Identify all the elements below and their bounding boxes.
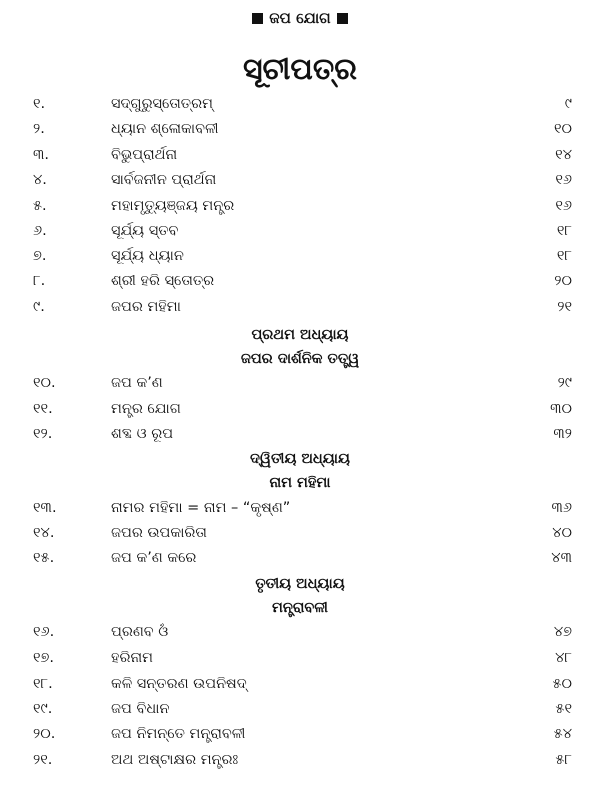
toc-entry bbox=[0, 748, 600, 772]
entry-number: ୨. bbox=[33, 121, 45, 137]
entry-page: ୪୦ bbox=[552, 525, 572, 541]
square-bullet-icon bbox=[337, 13, 348, 24]
page-title: ସୂଚୀପତ୍ର bbox=[243, 52, 357, 87]
entry-number: ୩. bbox=[33, 147, 50, 163]
header-text: ଜପ ଯୋଗ bbox=[269, 9, 331, 27]
entry-page: ୧୬ bbox=[555, 172, 572, 188]
toc-entry bbox=[0, 722, 600, 746]
entry-page: ୫୪ bbox=[553, 726, 572, 742]
chapter-subtitle: ଜପର ଦାର୍ଶନିକ ତତ୍ତ୍ୱ bbox=[240, 351, 360, 367]
entry-number: ୧୫. bbox=[33, 550, 55, 566]
entry-number: ୮. bbox=[33, 273, 46, 289]
toc-entry bbox=[0, 620, 600, 644]
entry-page: ୩୦ bbox=[550, 401, 572, 417]
entry-title: ଜପର ମହିମା bbox=[111, 299, 181, 315]
entry-number: ୧୩. bbox=[33, 500, 57, 516]
toc-entry bbox=[0, 194, 600, 218]
entry-page: ୪୭ bbox=[553, 624, 572, 640]
toc-entry bbox=[0, 92, 600, 116]
toc-entry bbox=[0, 646, 600, 670]
entry-number: ୧୦. bbox=[33, 375, 56, 391]
toc-entry bbox=[0, 672, 600, 696]
entry-title: ଜପ କ’ଣ କରେ bbox=[111, 550, 197, 566]
entry-page: ୧୦ bbox=[553, 121, 572, 137]
entry-page: ୨୧ bbox=[557, 299, 572, 315]
entry-number: ୪. bbox=[33, 172, 47, 188]
entry-title: ଧ୍ୟାନ ଶ୍ଳୋକାବଳୀ bbox=[111, 121, 219, 137]
chapter-subtitle: ମନ୍ତ୍ରାବଳୀ bbox=[272, 600, 328, 616]
entry-number: ୫. bbox=[33, 198, 47, 214]
entry-page: ୧୮ bbox=[556, 223, 572, 239]
entry-number: ୧୧. bbox=[33, 401, 53, 417]
entry-number: ୨୧. bbox=[33, 752, 53, 768]
toc-entry bbox=[0, 422, 600, 446]
entry-page: ୧୮ bbox=[556, 248, 572, 264]
toc-entry bbox=[0, 546, 600, 570]
entry-number: ୧. bbox=[33, 96, 46, 112]
entry-title: ଜପ କ’ଣ bbox=[111, 375, 163, 391]
entry-page: ୧୬ bbox=[555, 198, 572, 214]
entry-title: ସୂର୍ଯ୍ୟ ସ୍ତବ bbox=[111, 223, 179, 239]
entry-title: ବିଭୁପ୍ରାର୍ଥନା bbox=[111, 147, 178, 163]
entry-title: ମହାମୃତ୍ୟୁଞ୍ଜୟ ମନ୍ତ୍ର bbox=[111, 198, 235, 214]
entry-number: ୧୯. bbox=[33, 701, 53, 717]
entry-number: ୧୮. bbox=[33, 676, 53, 692]
entry-number: ୨୦. bbox=[33, 726, 56, 742]
entry-number: ୧୪. bbox=[33, 525, 55, 541]
toc-entry bbox=[0, 697, 600, 721]
entry-title: ହରିନାମ bbox=[111, 650, 153, 666]
chapter-heading: ଦ୍ୱିତୀୟ ଅଧ୍ୟାୟ bbox=[250, 451, 350, 467]
entry-number: ୭. bbox=[33, 248, 47, 264]
entry-title: ଜପ ବିଧାନ bbox=[111, 701, 170, 717]
entry-page: ୨୦ bbox=[554, 273, 572, 289]
entry-title: ପ୍ରଣବ ଓଁ bbox=[111, 624, 169, 640]
entry-page: ୨୯ bbox=[557, 375, 572, 391]
toc-entry bbox=[0, 496, 600, 520]
entry-title: ଜପର ଉପକାରିତା bbox=[111, 525, 207, 541]
entry-page: ୪୮ bbox=[555, 650, 572, 666]
chapter-heading: ପ୍ରଥମ ଅଧ୍ୟାୟ bbox=[251, 327, 349, 343]
toc-entry bbox=[0, 143, 600, 167]
entry-number: ୧୨. bbox=[33, 426, 53, 442]
entry-title: କଳି ସନ୍ତରଣ ଉପନିଷଦ୍ bbox=[111, 676, 247, 692]
entry-number: ୧୭. bbox=[33, 650, 55, 666]
entry-page: ୧୪ bbox=[555, 147, 572, 163]
toc-entry bbox=[0, 117, 600, 141]
entry-title: ଅଥ ଅଷ୍ଟାକ୍ଷର ମନ୍ତ୍ରଃ bbox=[111, 752, 239, 768]
entry-title: ସାର୍ବଜନୀନ ପ୍ରାର୍ଥନା bbox=[111, 172, 217, 188]
entry-title: ମନ୍ତ୍ର ଯୋଗ bbox=[111, 401, 181, 417]
toc-entry bbox=[0, 244, 600, 268]
chapter-heading: ତୃତୀୟ ଅଧ୍ୟାୟ bbox=[255, 576, 345, 592]
entry-number: ୬. bbox=[33, 223, 47, 239]
entry-title: ସଦ୍‌ଗୁରୁସ୍ତୋତ୍ରମ୍ bbox=[111, 96, 213, 112]
entry-page: ୪୩ bbox=[551, 550, 572, 566]
toc-entry bbox=[0, 168, 600, 192]
entry-page: ୫୮ bbox=[555, 752, 572, 768]
entry-page: ୫୦ bbox=[552, 676, 572, 692]
toc-entry bbox=[0, 397, 600, 421]
entry-title: ଜପ ନିମନ୍ତେ ମନ୍ତ୍ରାବଳୀ bbox=[111, 726, 246, 742]
running-header bbox=[0, 8, 600, 28]
entry-title: ଶ୍ରୀ ହରି ସ୍ତୋତ୍ର bbox=[111, 273, 215, 289]
toc-entry bbox=[0, 219, 600, 243]
toc-entry bbox=[0, 269, 600, 293]
entry-title: ନାମର ମହିମା = ନାମ – “କୃଷ୍ଣ” bbox=[111, 500, 291, 516]
entry-page: ୫୧ bbox=[555, 701, 572, 717]
entry-title: ସୂର୍ଯ୍ୟ ଧ୍ୟାନ bbox=[111, 248, 184, 264]
entry-number: ୯. bbox=[33, 299, 45, 315]
entry-page: ୯ bbox=[564, 96, 572, 112]
square-bullet-icon bbox=[252, 13, 263, 24]
entry-page: ୩୨ bbox=[553, 426, 572, 442]
entry-page: ୩୬ bbox=[551, 500, 572, 516]
toc-entry bbox=[0, 295, 600, 319]
toc-entry bbox=[0, 521, 600, 545]
chapter-subtitle: ନାମ ମହିମା bbox=[269, 475, 331, 491]
toc-entry bbox=[0, 371, 600, 395]
entry-number: ୧୬. bbox=[33, 624, 55, 640]
entry-title: ଶବ୍ଦ ଓ ରୂପ bbox=[111, 426, 174, 442]
